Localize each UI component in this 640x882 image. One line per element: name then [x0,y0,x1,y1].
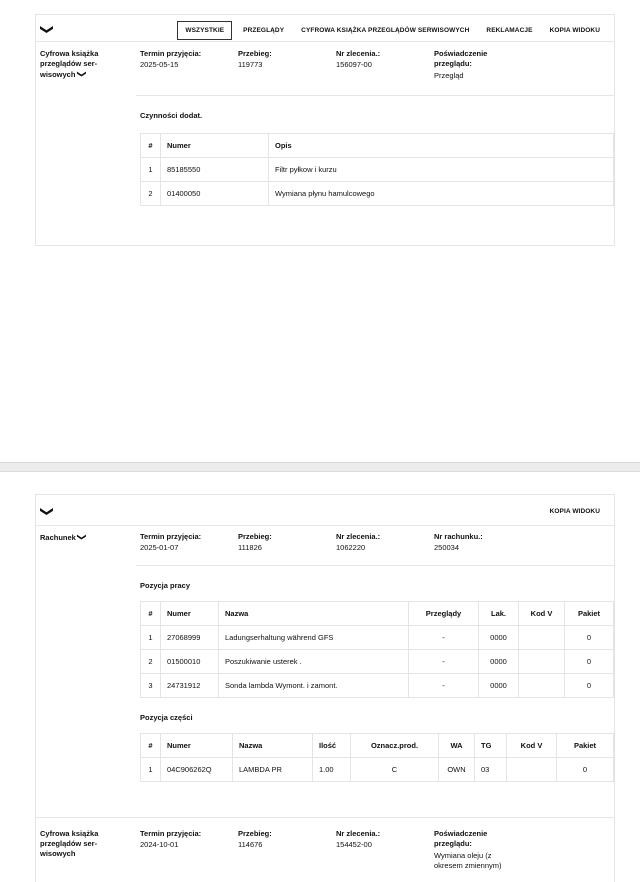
filter-tabs [172,21,606,40]
table-cell [507,758,557,782]
side-label-line: Cyfrowa książka [40,49,99,58]
work-items-table [140,601,614,698]
field-value: 2025-01-07 [140,543,179,552]
column-header: Numer [161,602,219,626]
table-cell: 0000 [479,674,519,698]
field-label: Nr zlecenia.: [336,829,381,838]
column-header: # [141,134,161,158]
table-cell: 01400050 [161,182,269,206]
table-cell: Poszukiwanie usterek . [219,650,409,674]
table-row [141,674,614,698]
table-cell: 27068999 [161,626,219,650]
table-cell: 1 [141,158,161,182]
chevron-down-icon[interactable]: ❯ [76,70,87,78]
column-header: # [141,734,161,758]
column-header: Ilość [313,734,351,758]
table-cell [519,626,565,650]
table-header-row [141,734,614,758]
table-cell: 2 [141,182,161,206]
table-cell: 0000 [479,650,519,674]
table-cell: 1 [141,626,161,650]
column-header: Lak. [479,602,519,626]
table-header-row [141,602,614,626]
field-label: Termin przyjęcia: [140,532,202,541]
field-label: Termin przyjęcia: [140,829,202,838]
table-header-row [141,134,614,158]
divider [36,817,614,818]
table-cell: 0 [557,758,614,782]
table-row [141,626,614,650]
table-cell: 85185550 [161,158,269,182]
side-label-line [40,69,98,80]
field-value: 111826 [238,543,262,552]
table-cell: - [409,626,479,650]
column-header: Pakiet [573,741,597,750]
section-title: Czynności dodat. [140,111,203,120]
table-cell: Sonda lambda Wymont. i zamont. [219,674,409,698]
field-label: Nr zlecenia.: [336,532,381,541]
side-label-text: Rachunek [40,533,76,542]
table-cell: 24731912 [161,674,219,698]
column-header: Przeglądy [409,602,479,626]
field-value: 156097-00 [336,60,372,69]
field-value: 250034 [434,543,460,552]
table-cell: 0 [565,674,614,698]
page-separator [0,462,640,472]
additional-work-table [140,133,614,206]
field-label: Poświadczenie przeglądu: [434,829,488,848]
tab-digital-service-book[interactable]: CYFROWA KSIĄŻKA PRZEGLĄDÓW SERWISOWYCH [301,27,470,34]
column-header: TG [475,734,507,758]
field-label: Przebieg: [238,49,272,58]
chevron-down-icon[interactable]: ❯ [76,533,87,541]
tab-all[interactable]: WSZYSTKIE [177,21,232,40]
field-label: Przebieg: [238,829,272,838]
field-label: Przebieg: [238,532,272,541]
column-header: Kod V [519,602,565,626]
side-label-line: wisowych [40,849,76,858]
column-header: WA [439,734,475,758]
table-row [141,758,614,782]
column-header: Pakiet [577,609,601,618]
chevron-down-icon[interactable]: ❯ [39,506,55,517]
column-header: Opis [275,141,292,150]
parts-table [140,733,614,782]
table-cell: 1.00 [313,758,351,782]
section-title: Pozycja części [140,713,193,722]
divider [136,565,614,566]
field-label: Poświadczenie przeglądu: [434,49,488,68]
side-label-line: przeglądów ser- [40,839,98,848]
table-row [141,650,614,674]
table-row [141,182,614,206]
field-value: 1062220 [336,543,366,552]
table-cell: 2 [141,650,161,674]
table-row [141,158,614,182]
column-header: # [141,602,161,626]
entry-type-label[interactable] [40,49,98,80]
field-value: Wymiana oleju (z okresem zmiennym) [434,851,502,870]
table-cell: LAMBDA PR [233,758,313,782]
divider [36,525,614,526]
field-value: 2024-10-01 [140,840,179,849]
column-header: Numer [161,734,233,758]
column-header: Nazwa [219,602,409,626]
divider [136,95,614,96]
table-cell: OWN [439,758,475,782]
table-cell: 01500010 [161,650,219,674]
table-cell: 03 [475,758,507,782]
tab-copy-view[interactable]: KOPIA WIDOKU [549,508,600,515]
invoice-record-card [35,494,615,882]
side-label-line: Cyfrowa książka [40,829,99,838]
side-label-text: wisowych [40,70,76,79]
field-value: 114676 [238,840,263,849]
table-cell: 1 [141,758,161,782]
field-value: Przegląd [434,71,464,80]
service-record-card [35,14,615,246]
column-header: Numer [161,134,269,158]
field-value: 154452-00 [336,840,372,849]
table-cell [519,674,565,698]
field-label: Nr rachunku.: [434,532,483,541]
divider [36,41,614,42]
field-value: 2025-05-15 [140,60,179,69]
table-cell: 3 [141,674,161,698]
table-cell: Ladungserhaltung während GFS [219,626,409,650]
chevron-down-icon[interactable]: ❯ [39,24,55,35]
table-cell: 0 [565,626,614,650]
field-value: 119773 [238,60,263,69]
entry-type-label[interactable] [40,829,98,859]
table-cell [519,650,565,674]
table-cell: 0 [565,650,614,674]
table-cell: C [351,758,439,782]
column-header: Nazwa [233,734,313,758]
side-label-line: przeglądów ser- [40,59,98,68]
tab-inspections[interactable]: PRZEGLĄDY [243,27,285,34]
table-cell: 04C906262Q [161,758,233,782]
entry-type-label[interactable] [40,532,86,543]
field-label: Termin przyjęcia: [140,49,202,58]
tab-complaints[interactable]: REKLAMACJE [486,27,533,34]
table-cell: - [409,650,479,674]
column-header: Kod V [507,734,557,758]
table-cell: 0000 [479,626,519,650]
table-cell: Wymiana płynu hamulcowego [269,182,614,206]
table-cell: Filtr pyłkow i kurzu [269,158,614,182]
section-title: Pozycja pracy [140,581,191,590]
field-label: Nr zlecenia.: [336,49,381,58]
tab-copy-view[interactable]: KOPIA WIDOKU [549,27,600,34]
table-cell: - [409,674,479,698]
column-header: Oznacz.prod. [351,734,439,758]
